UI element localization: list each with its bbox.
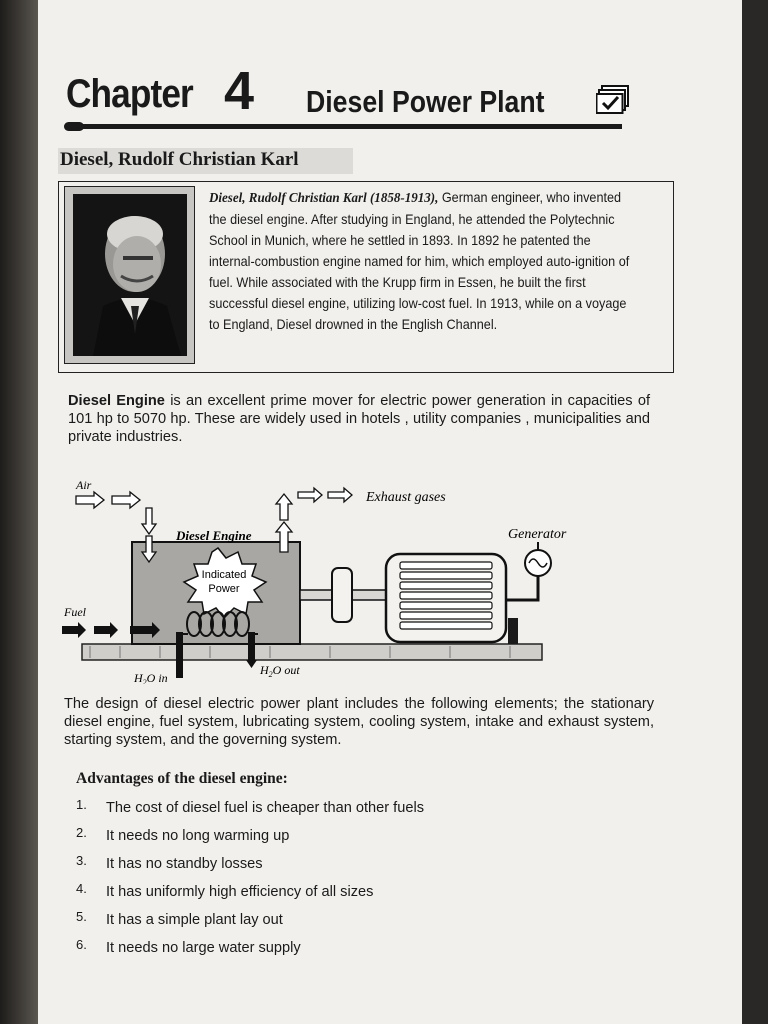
chapter-rule — [66, 124, 622, 129]
list-item-text: It needs no large water supply — [106, 940, 301, 956]
air-arrows — [76, 492, 156, 562]
list-item-text: It has no standby losses — [106, 856, 263, 872]
water-in-pipe — [176, 632, 183, 678]
biography-heading-band — [58, 148, 353, 174]
biography-body: German engineer, who invented the diesel engine. After studying in England, he attended the Polytechnic School in Munich, where he settled in 1893. In 1892 he patented the internal-combustion engine named for him, which employed auto-ignition of fuel. While associated with the Krupp firm in Essen, he built the first successful diesel engine, utilizing low-cost fuel. In 1913, while on a voyage to England, Diesel drowned in the English Channel. — [209, 190, 630, 332]
biography-text — [209, 187, 632, 335]
exhaust-arrows — [276, 488, 352, 552]
foundation-base — [82, 644, 542, 660]
intro-term: Diesel Engine — [68, 393, 165, 409]
list-item-number: 6. — [76, 937, 87, 952]
list-item-number: 4. — [76, 881, 87, 896]
portrait-frame — [64, 186, 195, 364]
list-item-text: It needs no long warming up — [106, 828, 290, 844]
water-out-pipe — [248, 632, 255, 660]
indicated-power-label-2: Power — [208, 583, 240, 595]
air-label: Air — [76, 478, 92, 492]
water-in-label: $H_2O$ in — [134, 671, 168, 684]
list-item-text: It has uniformly high efficiency of all sizes — [106, 884, 374, 900]
portrait-photo — [73, 194, 187, 356]
indicated-power-label-1: Indicated — [201, 569, 247, 581]
chapter-word: Chapter — [66, 72, 193, 116]
advantages-heading: Advantages of the diesel engine: — [76, 770, 288, 787]
chapter-title: Diesel Power Plant — [306, 84, 545, 119]
list-item-number: 3. — [76, 853, 87, 868]
biography-heading: Diesel, Rudolf Christian Karl — [60, 149, 299, 170]
exhaust-label: Exhaust gases — [366, 490, 446, 505]
book-page — [38, 0, 742, 1024]
list-item-number: 2. — [76, 825, 87, 840]
diesel-plant-diagram — [60, 474, 600, 684]
chapter-heading — [66, 61, 636, 136]
generator-label: Generator — [508, 527, 567, 542]
engine-label: Diesel Engine — [176, 528, 252, 543]
list-item-number: 5. — [76, 909, 87, 924]
biography-name: Diesel, Rudolf Christian Karl (1858-1913), — [209, 191, 439, 206]
list-item-number: 1. — [76, 797, 87, 812]
fuel-label: Fuel — [64, 605, 86, 619]
list-item-text: The cost of diesel fuel is cheaper than other fuels — [106, 800, 425, 816]
generator-support — [508, 618, 518, 644]
flywheel — [332, 568, 352, 622]
intro-body: is an excellent prime mover for electric power generation in capacities of 101 hp to 5070 hp. These are widely used in hotels , utility companies , municipalities and private industries. — [68, 393, 650, 445]
chapter-number: 4 — [224, 61, 255, 121]
water-out-label: $H_2O$ out — [260, 663, 300, 679]
generator-lead — [506, 576, 538, 600]
biography-box — [58, 181, 674, 373]
checklist-icon — [596, 84, 630, 114]
intro-paragraph — [68, 392, 650, 446]
list-item-text: It has a simple plant lay out — [106, 912, 283, 928]
design-paragraph: The design of diesel electric power plant includes the following elements; the stationary diesel engine, fuel system, lubricating system, cooling system, intake and exhaust system, starting system, and the governing system. — [64, 696, 654, 748]
